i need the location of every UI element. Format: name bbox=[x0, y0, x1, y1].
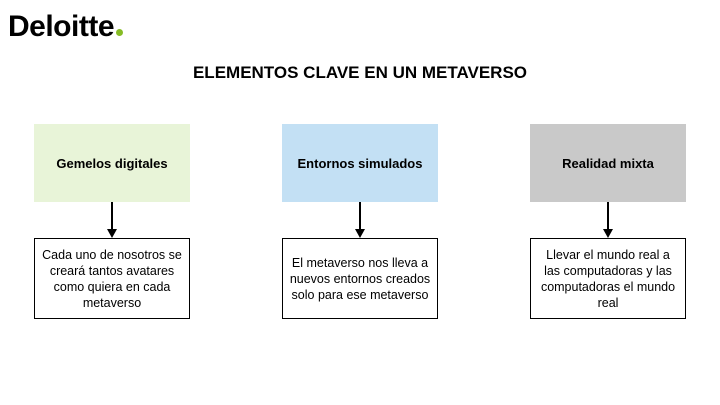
down-arrow-icon bbox=[34, 202, 190, 238]
concept-box-2: Entornos simulados bbox=[282, 124, 438, 202]
description-box-1: Cada uno de nosotros se creará tantos avatares como quiera en cada metaverso bbox=[34, 238, 190, 319]
deloitte-logo bbox=[8, 6, 123, 44]
page-title: ELEMENTOS CLAVE EN UN METAVERSO bbox=[192, 63, 528, 82]
description-box-3: Llevar el mundo real a las computadoras y las computadoras el mundo real bbox=[530, 238, 686, 319]
column-realidad-mixta bbox=[530, 124, 686, 319]
down-arrow-icon bbox=[530, 202, 686, 238]
column-gemelos-digitales bbox=[34, 124, 190, 319]
concept-box-3: Realidad mixta bbox=[530, 124, 686, 202]
logo-dot bbox=[116, 29, 123, 36]
logo-text: Deloitte bbox=[8, 10, 115, 43]
column-entornos-simulados bbox=[282, 124, 438, 319]
concept-box-1: Gemelos digitales bbox=[34, 124, 190, 202]
down-arrow-icon bbox=[282, 202, 438, 238]
description-box-2: El metaverso nos lleva a nuevos entornos creados solo para ese metaverso bbox=[282, 238, 438, 319]
